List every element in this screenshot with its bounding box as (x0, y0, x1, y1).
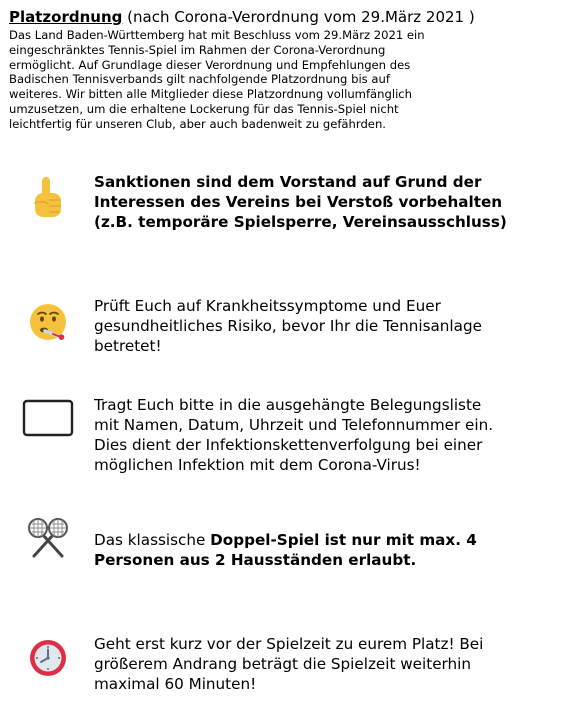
rule-doubles (12, 530, 557, 570)
intro-line: Das Land Baden-Württemberg hat mit Beschluss vom 29.März 2021 ein (9, 28, 425, 42)
tablet-icon (12, 395, 84, 437)
header (9, 8, 559, 132)
rule-line: Tragt Euch bitte in die ausgehängte Belegungsliste (94, 396, 482, 414)
rule-symptoms-text (94, 296, 557, 356)
title-subtitle: (nach Corona-Verordnung vom 29.März 2021 ) (122, 8, 475, 26)
rule-line: maximal 60 Minuten! (94, 675, 257, 693)
intro-line: leichtfertig für unseren Club, aber auch badenweit zu gefährden. (9, 116, 386, 131)
rule-line (94, 530, 557, 550)
rule-line: mit Namen, Datum, Uhrzeit und Telefonnummer ein. (94, 416, 494, 434)
rule-line: möglichen Infektion mit dem Corona-Virus! (94, 456, 421, 474)
rule-line: Dies dient der Infektionskettenverfolgung bei einer (94, 436, 483, 454)
rule-line: gesundheitliches Risiko, bevor Ihr die Tennisanlage (94, 317, 482, 335)
rule-registration-text (94, 395, 557, 475)
intro-line: Badischen Tennisverbands gilt nachfolgende Platzordnung bis auf (9, 72, 390, 87)
rule-sanctions (12, 172, 557, 232)
rule-playtime-text (94, 634, 557, 694)
rule-line: Sanktionen sind dem Vorstand auf Grund der (94, 173, 482, 191)
alarm-clock-icon (12, 634, 84, 678)
rule-doubles-text (94, 530, 557, 570)
rule-line: Prüft Euch auf Krankheitssymptome und Euer (94, 297, 441, 315)
rule-line: (z.B. temporäre Spielsperre, Vereinsausschluss) (94, 213, 507, 231)
page-title (9, 8, 559, 27)
rule-line: Geht erst kurz vor der Spielzeit zu eurem Platz! Bei (94, 635, 484, 653)
rule-line: Personen aus 2 Hausständen erlaubt. (94, 551, 417, 569)
rule-doubles-bold: Doppel-Spiel ist nur mit max. 4 (210, 531, 477, 549)
rule-doubles-plain: Das klassische (94, 531, 211, 549)
tennis-rackets-icon (12, 516, 84, 560)
intro-line: ermöglicht. Auf Grundlage dieser Verordnung und Empfehlungen des (9, 57, 411, 72)
rule-playtime (12, 634, 557, 694)
rule-sanctions-text (94, 172, 557, 232)
intro-line: eingeschränktes Tennis-Spiel im Rahmen der Corona-Verordnung (9, 42, 386, 57)
rule-registration (12, 395, 557, 475)
intro-line: umzusetzen, um die erhaltene Lockerung für das Tennis-Spiel nicht (9, 101, 399, 116)
index-pointing-up-icon (12, 172, 84, 220)
title-strong: Platzordnung (9, 8, 123, 26)
rule-symptoms (12, 296, 557, 356)
rule-line: Interessen des Vereins bei Verstoß vorbehalten (94, 193, 503, 211)
intro-line: weiteres. Wir bitten alle Mitglieder diese Platzordnung vollumfänglich (9, 87, 413, 102)
intro-paragraph (9, 28, 559, 132)
rule-line: größerem Andrang beträgt die Spielzeit weiterhin (94, 655, 471, 673)
face-with-thermometer-icon (12, 296, 84, 342)
rule-line: betretet! (94, 337, 162, 355)
